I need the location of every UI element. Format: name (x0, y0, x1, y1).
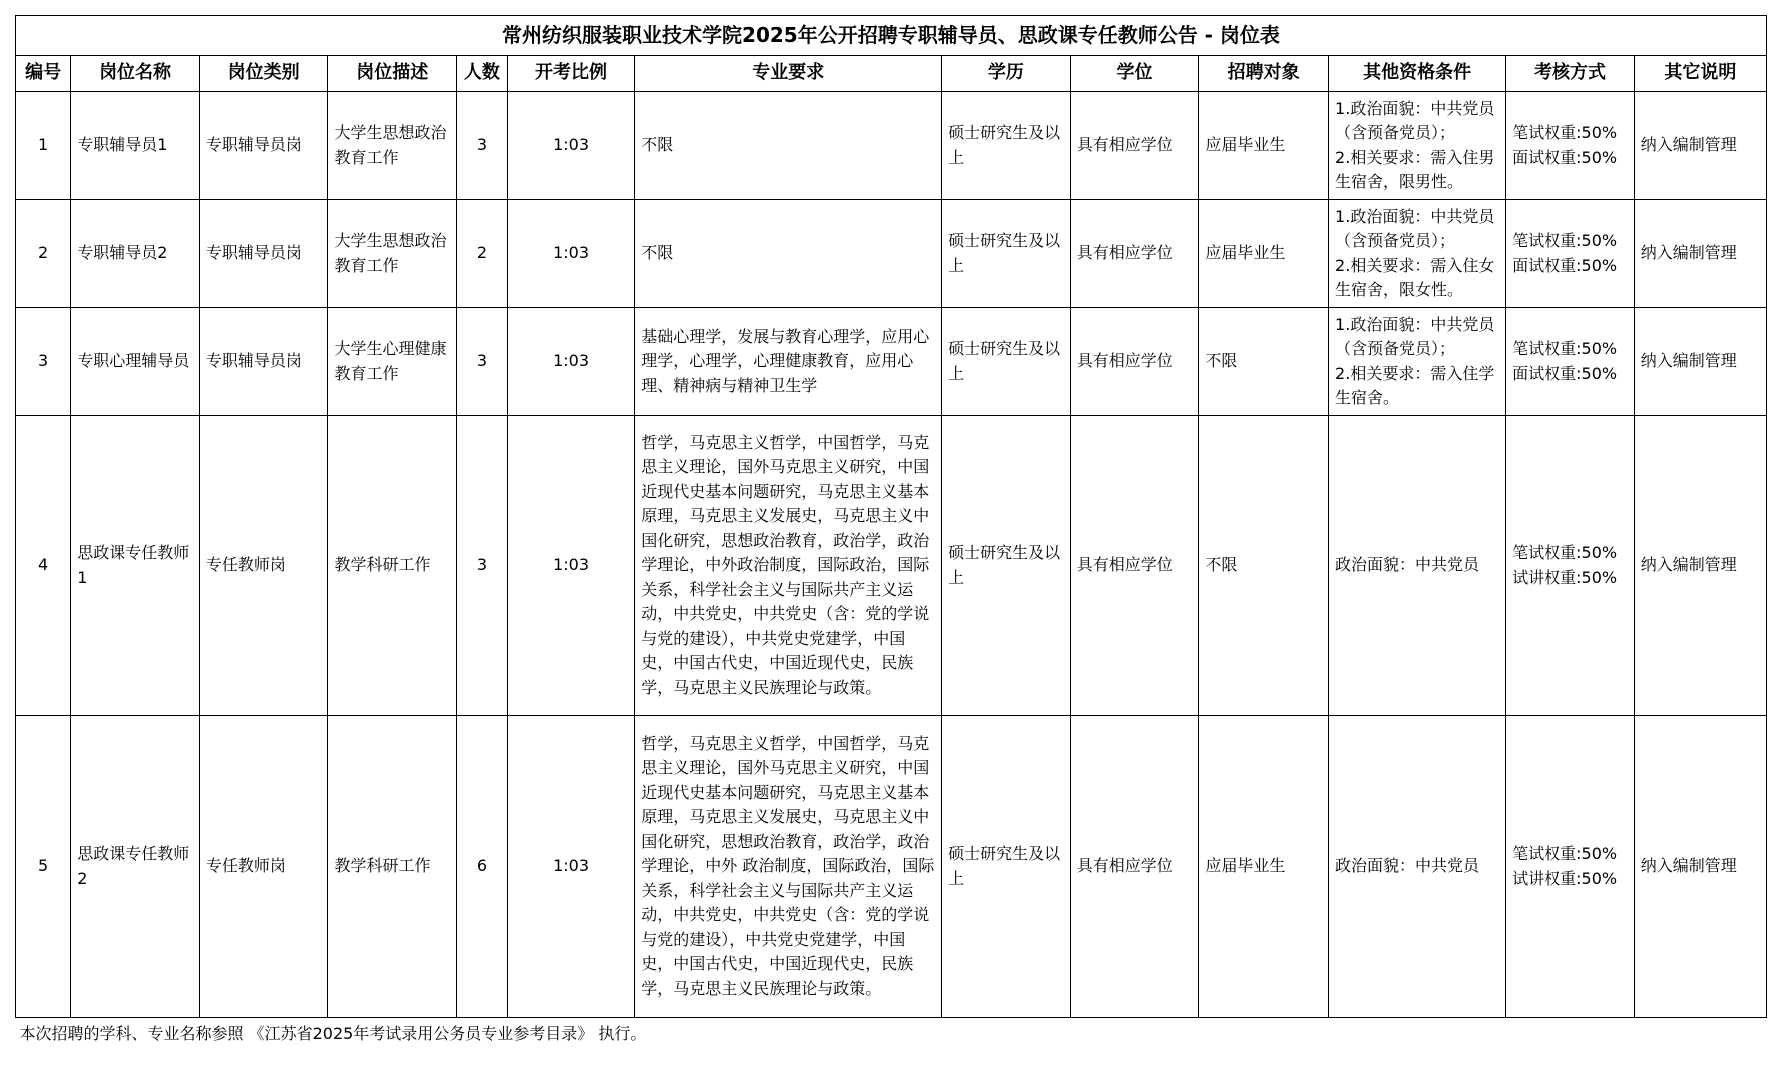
footer-note: 本次招聘的学科、专业名称参照 《江苏省2025年考试录用公务员专业参考目录》 执行。 (16, 1018, 1767, 1051)
table-row (16, 200, 1767, 308)
cell-category: 专任教师岗 (199, 416, 328, 716)
cell-name: 专职辅导员2 (71, 200, 200, 308)
cell-other (1329, 308, 1506, 416)
cell-desc: 教学科研工作 (328, 416, 457, 716)
cell-education: 硕士研究生及以上 (942, 200, 1071, 308)
cell-degree: 具有相应学位 (1070, 716, 1199, 1018)
cell-note: 纳入编制管理 (1634, 92, 1766, 200)
assess-line: 笔试权重:50% (1512, 123, 1618, 142)
header-cell: 其它说明 (1634, 56, 1766, 92)
header-cell: 岗位名称 (71, 56, 200, 92)
cell-target: 应届毕业生 (1199, 92, 1329, 200)
cell-note: 纳入编制管理 (1634, 200, 1766, 308)
assess-line: 试讲权重:50% (1512, 567, 1618, 587)
cell-ratio: 1:03 (507, 416, 634, 716)
cell-degree: 具有相应学位 (1070, 416, 1199, 716)
assess-line: 面试权重:50% (1512, 363, 1618, 383)
assess-line: 试讲权重:50% (1512, 868, 1618, 888)
cell-target: 应届毕业生 (1199, 716, 1329, 1018)
cell-education: 硕士研究生及以上 (942, 416, 1071, 716)
cell-degree: 具有相应学位 (1070, 200, 1199, 308)
cell-major: 哲学，马克思主义哲学，中国哲学，马克思主义理论，国外马克思主义研究，中国近现代史基本问题研究，马克思主义基本原理，马克思主义发展史，马克思主义中国化研究，思想政治教育，政治学，政治学理论，中外政治制度，国际政治，国际关系，科学社会主义与国际共产主义运动，中共党史，中共党史（含：党的学说与党的建设），中共党史党建学，中国史，中国古代史，中国近现代史，民族学，马克思主义民族理论与政策。 (635, 416, 942, 716)
cell-target: 不限 (1199, 416, 1329, 716)
cell-major: 哲学，马克思主义哲学，中国哲学，马克思主义理论，国外马克思主义研究，中国近现代史基本问题研究，马克思主义基本原理，马克思主义发展史，马克思主义中国化研究，思想政治教育，政治学，政治学理论，中外 政治制度，国际政治，国际关系，科学社会主义与国际共产主义运动，中共党史，中共党史（含：党的学说与党的建设），中共党史党建学，中国史，中国古代史，中国近现代史，民族学，马克思主义民族理论与政策。 (635, 716, 942, 1018)
assess-line: 笔试权重:50% (1512, 231, 1618, 250)
cell-note: 纳入编制管理 (1634, 308, 1766, 416)
cell-desc: 大学生思想政治教育工作 (328, 200, 457, 308)
cell-name: 思政课专任教师1 (71, 416, 200, 716)
cell-education: 硕士研究生及以上 (942, 308, 1071, 416)
other-line: 2.相关要求：需入住女生宿舍，限女性。 (1335, 255, 1495, 299)
cell-name: 专职心理辅导员 (71, 308, 200, 416)
table-row (16, 308, 1767, 416)
header-cell: 人数 (457, 56, 508, 92)
cell-count: 2 (457, 200, 508, 308)
header-cell: 学历 (942, 56, 1071, 92)
cell-category: 专职辅导员岗 (199, 92, 328, 200)
header-cell: 招聘对象 (1199, 56, 1329, 92)
cell-count: 3 (457, 308, 508, 416)
cell-assess (1506, 200, 1635, 308)
assess-line: 面试权重:50% (1512, 147, 1618, 167)
cell-education: 硕士研究生及以上 (942, 716, 1071, 1018)
header-cell: 考核方式 (1506, 56, 1635, 92)
cell-id: 3 (16, 308, 71, 416)
cell-target: 应届毕业生 (1199, 200, 1329, 308)
assess-line: 笔试权重:50% (1512, 339, 1618, 358)
cell-note: 纳入编制管理 (1634, 716, 1766, 1018)
other-line: 1.政治面貌：中共党员（含预备党员）； (1335, 98, 1495, 142)
cell-name: 专职辅导员1 (71, 92, 200, 200)
header-cell: 岗位类别 (199, 56, 328, 92)
header-cell: 专业要求 (635, 56, 942, 92)
cell-category: 专职辅导员岗 (199, 200, 328, 308)
other-line: 2.相关要求：需入住男生宿舍，限男性。 (1335, 147, 1495, 191)
cell-desc: 大学生心理健康教育工作 (328, 308, 457, 416)
other-line: 政治面貌：中共党员 (1335, 856, 1480, 876)
cell-assess (1506, 716, 1635, 1018)
cell-assess (1506, 416, 1635, 716)
cell-name: 思政课专任教师2 (71, 716, 200, 1018)
cell-other (1329, 92, 1506, 200)
table-row (16, 716, 1767, 1018)
cell-ratio: 1:03 (507, 308, 634, 416)
other-line: 政治面貌：中共党员 (1335, 555, 1480, 575)
header-cell: 岗位描述 (328, 56, 457, 92)
header-cell: 其他资格条件 (1329, 56, 1506, 92)
cell-category: 专职辅导员岗 (199, 308, 328, 416)
other-line: 1.政治面貌：中共党员（含预备党员）； (1335, 206, 1495, 250)
table-row (16, 92, 1767, 200)
cell-category: 专任教师岗 (199, 716, 328, 1018)
cell-count: 3 (457, 92, 508, 200)
cell-id: 4 (16, 416, 71, 716)
cell-major: 不限 (635, 92, 942, 200)
cell-assess (1506, 92, 1635, 200)
cell-major: 基础心理学，发展与教育心理学，应用心理学，心理学，心理健康教育，应用心理、精神病与精神卫生学 (635, 308, 942, 416)
cell-other (1329, 416, 1506, 716)
cell-count: 6 (457, 716, 508, 1018)
header-cell: 开考比例 (507, 56, 634, 92)
cell-id: 5 (16, 716, 71, 1018)
cell-id: 1 (16, 92, 71, 200)
header-cell: 编号 (16, 56, 71, 92)
other-line: 1.政治面貌：中共党员（含预备党员）； (1335, 314, 1495, 358)
header-row (16, 56, 1767, 92)
job-table (15, 15, 1767, 1050)
cell-degree: 具有相应学位 (1070, 308, 1199, 416)
table-title: 常州纺织服装职业技术学院2025年公开招聘专职辅导员、思政课专任教师公告 - 岗位表 (16, 16, 1767, 56)
table-row (16, 416, 1767, 716)
cell-assess (1506, 308, 1635, 416)
assess-line: 面试权重:50% (1512, 255, 1618, 275)
cell-desc: 教学科研工作 (328, 716, 457, 1018)
cell-ratio: 1:03 (507, 92, 634, 200)
cell-degree: 具有相应学位 (1070, 92, 1199, 200)
cell-note: 纳入编制管理 (1634, 416, 1766, 716)
cell-education: 硕士研究生及以上 (942, 92, 1071, 200)
cell-count: 3 (457, 416, 508, 716)
assess-line: 笔试权重:50% (1512, 844, 1618, 863)
cell-ratio: 1:03 (507, 716, 634, 1018)
cell-other (1329, 200, 1506, 308)
job-table-sheet (15, 15, 1767, 1050)
other-line: 2.相关要求：需入住学生宿舍。 (1335, 363, 1495, 407)
cell-ratio: 1:03 (507, 200, 634, 308)
cell-major: 不限 (635, 200, 942, 308)
cell-id: 2 (16, 200, 71, 308)
assess-line: 笔试权重:50% (1512, 543, 1618, 562)
header-cell: 学位 (1070, 56, 1199, 92)
cell-desc: 大学生思想政治教育工作 (328, 92, 457, 200)
cell-target: 不限 (1199, 308, 1329, 416)
cell-other (1329, 716, 1506, 1018)
